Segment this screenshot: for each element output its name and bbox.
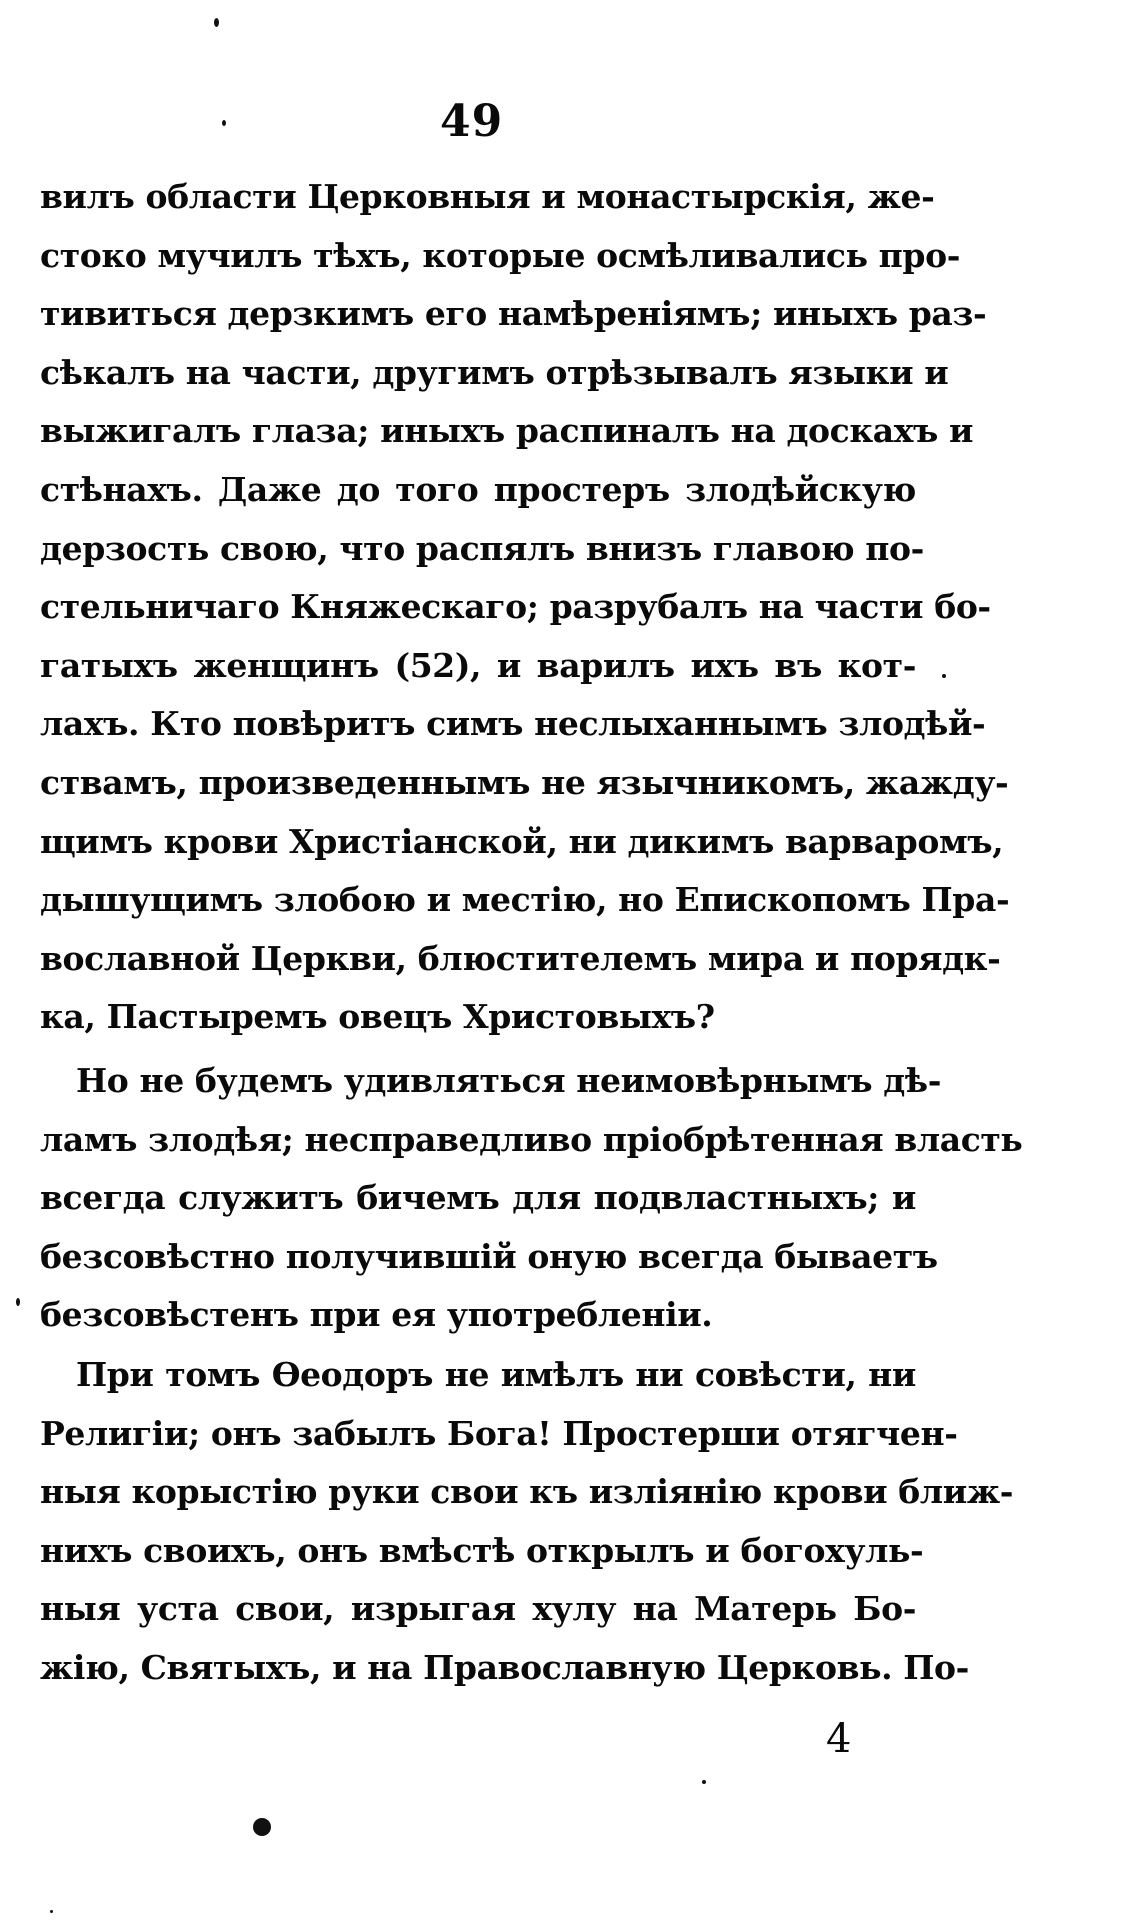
text-line: ламъ злодѣя; несправедливо пріобрѣтенная власть bbox=[40, 1119, 1023, 1159]
text-line: жію, Святыхъ, и на Православную Церковь. По- bbox=[40, 1647, 969, 1687]
text-line: вославной Церкви, блюстителемъ мира и порядк- bbox=[40, 938, 1001, 978]
text-line: ка, Пастыремъ овецъ Христовыхъ? bbox=[40, 997, 715, 1037]
text-line: Религіи; онъ забылъ Бога! Простерши отягчен- bbox=[40, 1413, 958, 1453]
ink-speck bbox=[50, 1910, 53, 1913]
ink-speck bbox=[942, 674, 946, 678]
ink-speck bbox=[16, 1298, 20, 1306]
text-line: При томъ Ѳеодоръ не имѣлъ ни совѣсти, ни bbox=[76, 1355, 916, 1394]
text-line: стельничаго Княжескаго; разрубалъ на части бо- bbox=[40, 587, 991, 627]
page-number: 49 bbox=[440, 96, 504, 147]
text-line: лахъ. Кто повѣритъ симъ неслыханнымъ злодѣй- bbox=[40, 704, 986, 744]
paragraph-2 bbox=[40, 1052, 1023, 1345]
text-line: стоко мучилъ тѣхъ, которые осмѣливались про- bbox=[40, 235, 961, 275]
text-line: Но не будемъ удивляться неимовѣрнымъ дѣ- bbox=[76, 1061, 941, 1100]
ink-speck bbox=[253, 1818, 271, 1836]
text-line: ныя корыстію руки свои къ изліянію крови ближ- bbox=[40, 1472, 1014, 1512]
paragraph-3 bbox=[40, 1346, 1014, 1698]
ink-speck bbox=[214, 18, 219, 27]
text-line: стѣнахъ. Даже до того простеръ злодѣйскую bbox=[40, 469, 916, 509]
text-line: безсовѣстенъ при ея употребленіи. bbox=[40, 1295, 713, 1335]
text-line: выжигалъ глаза; иныхъ распиналъ на доскахъ и bbox=[40, 411, 974, 451]
ink-speck bbox=[702, 1780, 706, 1784]
text-line: безсовѣстно получившій оную всегда бываетъ bbox=[40, 1236, 938, 1276]
text-line: всегда служитъ бичемъ для подвластныхъ; и bbox=[40, 1178, 916, 1218]
text-line: гатыхъ женщинъ (52), и варилъ ихъ въ кот- bbox=[40, 645, 916, 685]
text-line: нихъ своихъ, онъ вмѣстѣ открылъ и богохуль- bbox=[40, 1530, 924, 1570]
paragraph-1 bbox=[40, 168, 1010, 1047]
text-line: дерзость свою, что распялъ внизъ главою по- bbox=[40, 528, 924, 568]
text-line: вилъ области Церковныя и монастырскія, же- bbox=[40, 177, 935, 216]
text-line: щимъ крови Христіанской, ни дикимъ варваромъ, bbox=[40, 821, 1004, 861]
text-line: тивиться дерзкимъ его намѣреніямъ; иныхъ раз- bbox=[40, 294, 987, 334]
ink-speck bbox=[222, 120, 226, 126]
text-line: ныя уста свои, изрыгая хулу на Матерь Бо- bbox=[40, 1589, 916, 1629]
text-line: ствамъ, произведеннымъ не язычникомъ, жажду- bbox=[40, 762, 1009, 802]
text-line: дышущимъ злобою и местію, но Епископомъ Пра- bbox=[40, 880, 1010, 920]
text-line: сѣкалъ на части, другимъ отрѣзывалъ языки и bbox=[40, 352, 949, 392]
signature-mark: 4 bbox=[826, 1716, 852, 1762]
